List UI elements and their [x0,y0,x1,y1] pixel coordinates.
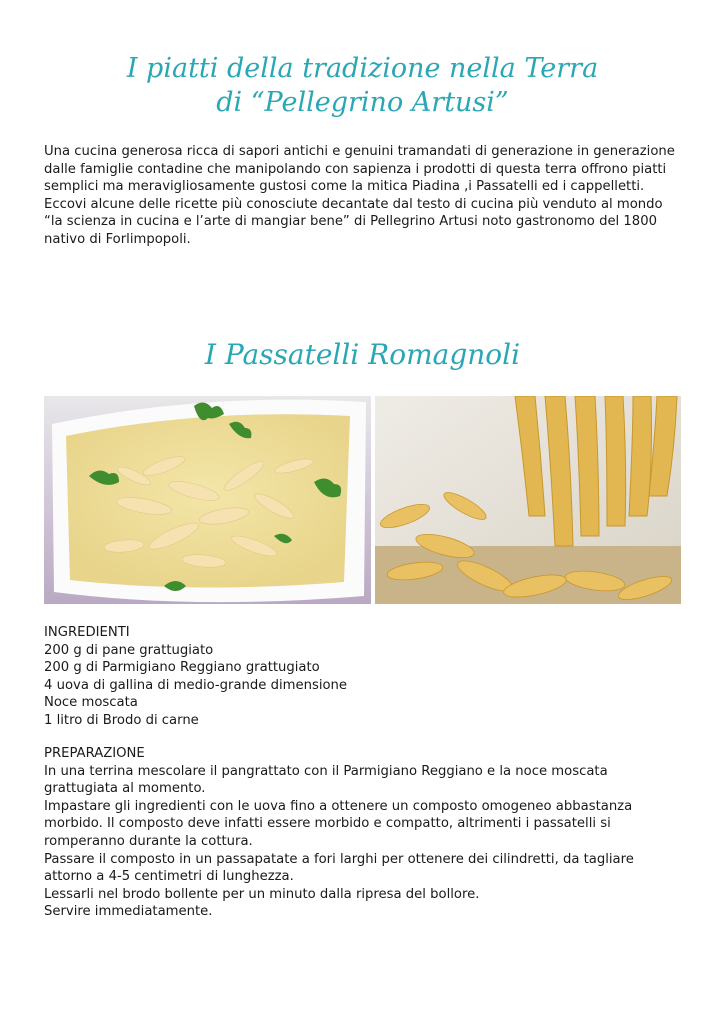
page-title-line-2: di “Pellegrino Artusi” [216,87,509,118]
preparation-section [44,745,684,921]
preparation-step: In una terrina mescolare il pangrattato con il Parmigiano Reggiano e la noce moscata grattugiata al momento. [44,763,608,797]
ingredient-item: 200 g di Parmigiano Reggiano grattugiato [44,660,320,676]
ingredients-heading: INGREDIENTI [44,625,130,640]
passatelli-soup-photo [44,396,371,604]
ingredients-section [44,624,684,730]
ingredient-item: 200 g di pane grattugiato [44,642,214,658]
page-title-line-1: I piatti della tradizione nella Terra [126,53,599,84]
intro-text [44,143,684,249]
preparation-step: Passare il composto in un passapatate a fori larghi per ottenere dei cilindretti, da tagliare attorno a 4-5 centimetri di lunghezza. [44,851,634,885]
ingredient-item: 1 litro di Brodo di carne [44,712,199,728]
recipe-title: I Passatelli Romagnoli [204,338,521,371]
passatelli-closeup-photo [375,396,681,604]
ingredient-item: 4 uova di gallina di medio-grande dimensione [44,677,348,693]
preparation-step: Lessarli nel brodo bollente per un minuto dalla ripresa del bollore. [44,886,480,902]
intro-paragraph-1: Una cucina generosa ricca di sapori antichi e genuini tramandati di generazione in generazione dalle famiglie contadine che manipolando con sapienza i prodotti di questa terra offrono piatti semplici ma meravigliosamente gustosi come la mitica Piadina ,i Passatelli ed i cappelletti. [44,144,675,195]
intro-paragraph-2: Eccovi alcune delle ricette più conosciute decantate dal testo di cucina più venduto al mondo “la scienza in cucina e l’arte di mangiar bene” di Pellegrino Artusi noto gastronomo del 1800 nativo di Forlimpopoli. [44,196,663,247]
preparation-heading: PREPARAZIONE [44,746,145,761]
preparation-step: Impastare gli ingredienti con le uova fino a ottenere un composto omogeneo abbastanza morbido. Il composto deve infatti essere morbido e compatto, altrimenti i passatelli si romperanno durante la cottura. [44,798,633,849]
preparation-step: Servire immediatamente. [44,904,213,920]
ingredient-item: Noce moscata [44,695,138,711]
page-title [0,52,725,120]
